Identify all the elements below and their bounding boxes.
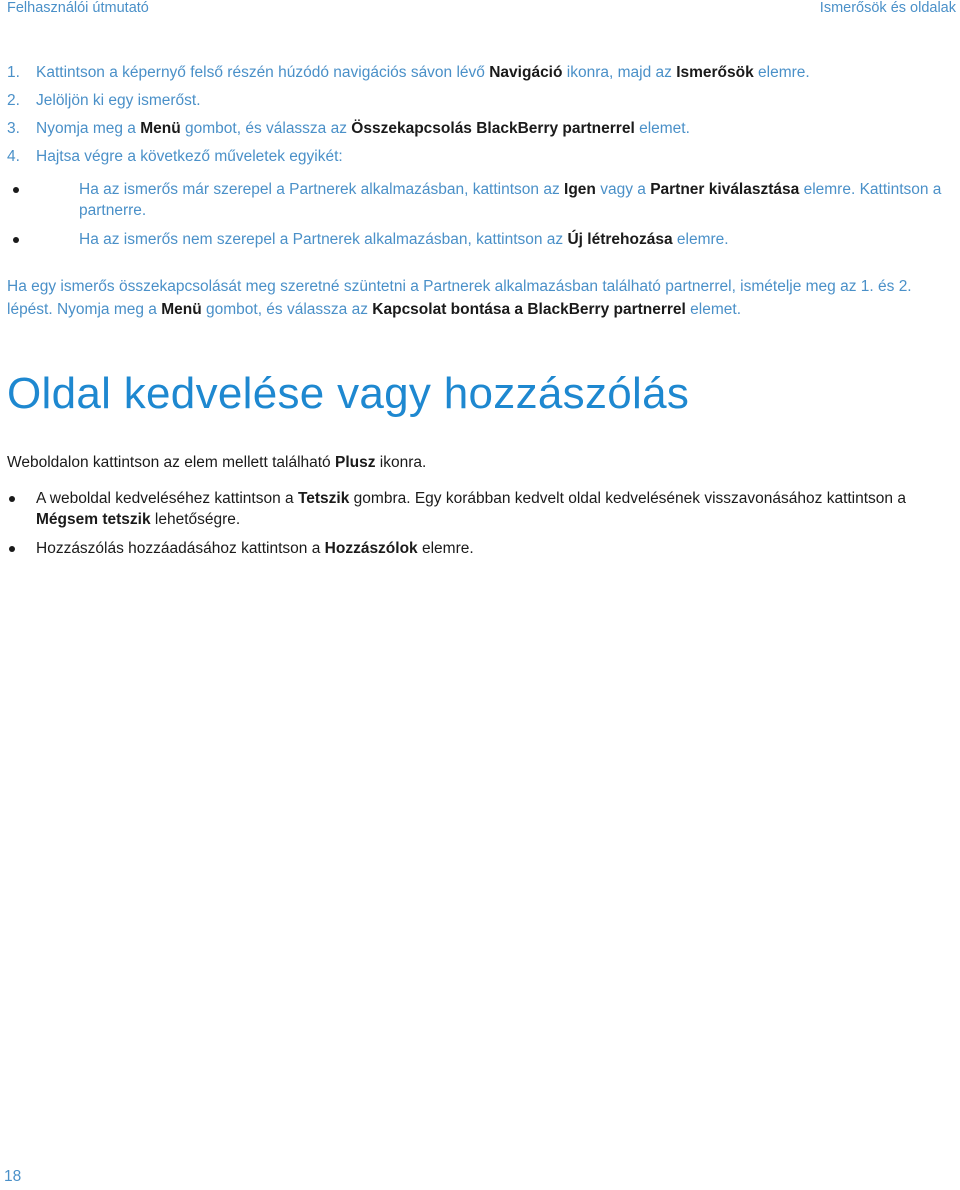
ui-term: Összekapcsolás BlackBerry partnerrel (351, 120, 635, 137)
step-number: 4. (7, 148, 20, 165)
ui-term: Igen (564, 181, 596, 198)
step-text: Nyomja meg a Menü gombot, és válassza az Összekapcsolás BlackBerry partnerrel elemet. (36, 120, 690, 137)
ui-term: Ismerősök (676, 64, 754, 81)
step-number: 1. (7, 64, 20, 81)
ui-term: Partner kiválasztása (650, 181, 800, 198)
ui-term: Tetszik (297, 490, 350, 507)
bullet-dot (13, 237, 19, 243)
section-intro: Weboldalon kattintson az elem mellett található Plusz ikonra. (7, 454, 427, 471)
ui-term: Plusz (334, 454, 376, 471)
bullet-dot (9, 496, 15, 502)
sub-bullet-item: Ha az ismerős nem szerepel a Partnerek alkalmazásban, kattintson az Új létrehozása elemre. (9, 229, 957, 250)
step-item (7, 118, 957, 146)
steps-block (7, 62, 957, 258)
step-list (7, 62, 957, 174)
step-item (7, 62, 957, 90)
page-number: 18 (4, 1168, 22, 1185)
step-text: Jelöljön ki egy ismerőst. (36, 92, 201, 109)
repeat-note: Ha egy ismerős összekapcsolását meg szeretné szüntetni a Partnerek alkalmazásban található partnerrel, ismételje meg az 1. és 2. lépést. Nyomja meg a Menü gombot, és válassza az Kapcsolat bontása a BlackBerry partnerrel elemet. (7, 278, 912, 318)
section-bullet-list (7, 488, 957, 567)
ui-term: Új létrehozása (567, 231, 673, 248)
step-item (7, 90, 957, 118)
bullet-dot (13, 187, 19, 193)
sub-bullet-list (9, 179, 957, 250)
header-doc-title: Felhasználói útmutató (7, 0, 149, 16)
ui-term: Kapcsolat bontása a BlackBerry partnerrel (372, 301, 686, 318)
step-text: Kattintson a képernyő felső részén húzódó navigációs sávon lévő Navigáció ikonra, majd az Ismerősök elemre. (36, 64, 810, 81)
step-number: 3. (7, 120, 20, 137)
step-text: Hajtsa végre a következő műveletek egyikét: (36, 148, 343, 165)
ui-term: Navigáció (489, 64, 563, 81)
section-bullet-item: Hozzászólás hozzáadásához kattintson a Hozzászólok elemre. (7, 538, 957, 559)
section-bullet-item: A weboldal kedveléséhez kattintson a Tetszik gombra. Egy korábban kedvelt oldal kedvelésének visszavonásához kattintson a Mégsem tetszik lehetőségre. (7, 488, 957, 530)
sub-bullet-item: Ha az ismerős már szerepel a Partnerek alkalmazásban, kattintson az Igen vagy a Partner kiválasztása elemre. Kattintson a partnerre. (9, 179, 957, 221)
bullet-dot (9, 546, 15, 552)
section-heading: Oldal kedvelése vagy hozzászólás (7, 369, 690, 418)
ui-term: Hozzászólok (324, 540, 418, 557)
ui-term: Menü (140, 120, 181, 137)
step-item (7, 146, 957, 174)
step-number: 2. (7, 92, 20, 109)
ui-term: Menü (161, 301, 202, 318)
header-section-title: Ismerősök és oldalak (819, 0, 956, 16)
page-header (7, 0, 956, 24)
ui-term: Mégsem tetszik (36, 511, 151, 528)
